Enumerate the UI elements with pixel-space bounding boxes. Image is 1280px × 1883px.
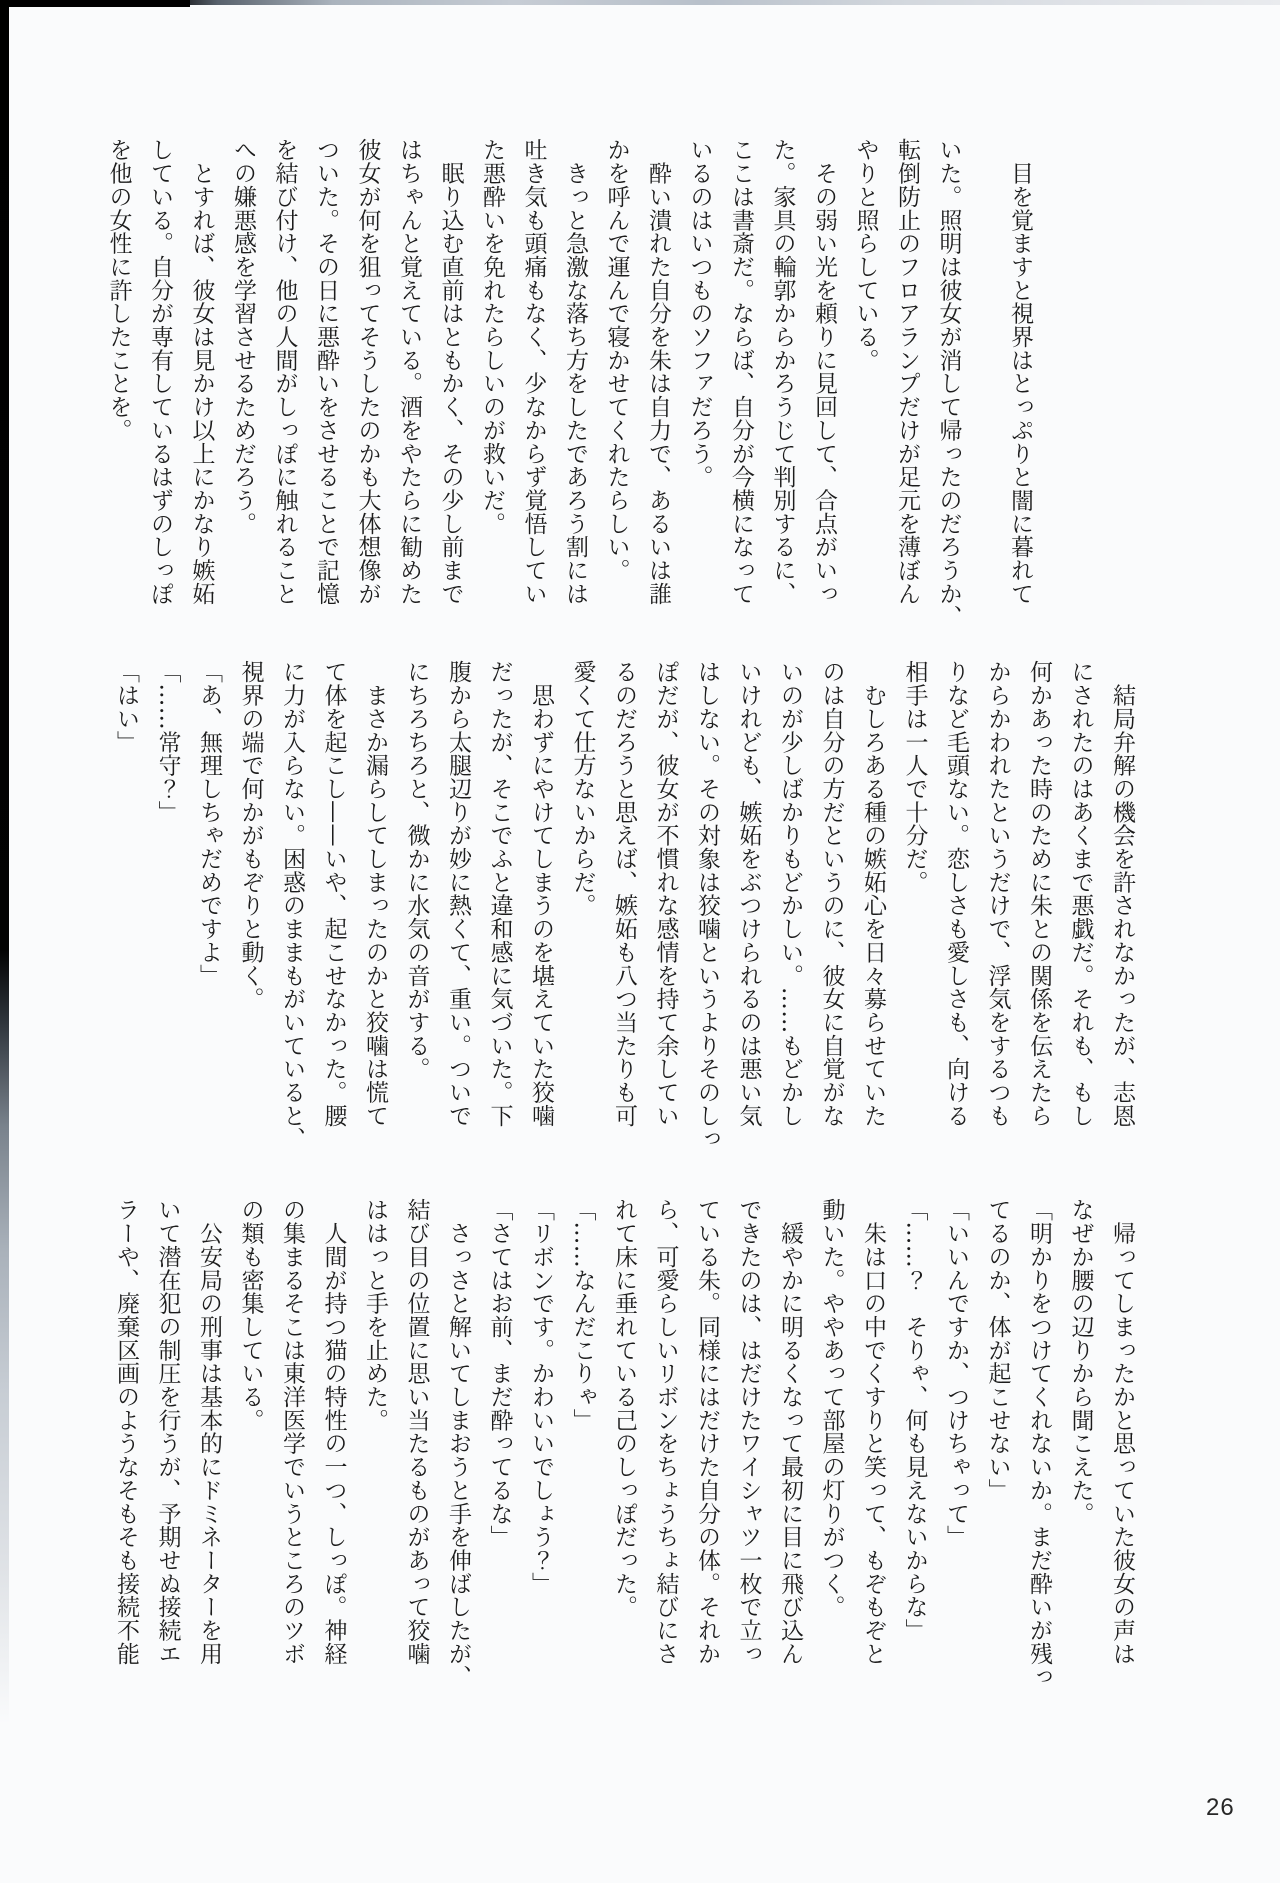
text-column: 酔い潰れた自分を朱は自力で、あるいは誰 [645, 138, 671, 605]
text-column: りなど毛頭ない。恋しさも愛しさも、向ける [943, 660, 969, 1127]
text-band-bottom [105, 1198, 1143, 1688]
text-column: れて床に垂れている己のしっぽだった。 [611, 1198, 637, 1619]
text-column: るのだろうと思えば、嫉妬も八つ当たりも可 [611, 660, 637, 1127]
text-column: 思わずにやけてしまうのを堪えていた狡噛 [528, 660, 554, 1127]
text-column: まさか漏らしてしまったのかと狡噛は慌て [362, 660, 388, 1127]
text-column: かを呼んで運んで寝かせてくれたらしい。 [603, 138, 630, 582]
text-column: 視界の端で何かがもぞりと動く。 [237, 660, 264, 1011]
text-column: 何かあった時のために朱との関係を伝えたら [1026, 660, 1052, 1127]
text-column: 「明かりをつけてくれないか。まだ酔いが残っ [1026, 1198, 1052, 1689]
text-column: 「いいんですか、つけちゃって」 [943, 1198, 969, 1549]
text-column: ぽだが、彼女が不慣れな感情を持て余してい [652, 660, 679, 1127]
text-column: いのが少しばかりもどかしい。……もどかし [777, 660, 803, 1127]
text-column: 結び目の位置に思い当たるものがあって狡噛 [403, 1198, 430, 1665]
text-column: 「……？ そりゃ、何も見えないからな」 [901, 1198, 928, 1642]
text-column: 目を覚ますと視界はとっぷりと闇に暮れて [1007, 138, 1033, 605]
text-column: を結び付け、他の人間がしっぽに触れること [271, 138, 298, 605]
text-column: 帰ってしまったかと思っていた彼女の声は [1109, 1198, 1135, 1665]
text-column: 動いた。ややあって部屋の灯りがつく。 [818, 1198, 845, 1619]
text-column: だったが、そこでふと違和感に気づいた。下 [486, 660, 513, 1127]
text-column: はしない。その対象は狡噛というよりそのしっ [694, 660, 720, 1151]
text-band-middle [105, 660, 1143, 1150]
text-column: 人間が持つ猫の特性の一つ、しっぽ。神経 [320, 1198, 347, 1665]
text-column: できたのは、はだけたワイシャツ一枚で立っ [735, 1198, 762, 1665]
text-column: その弱い光を頼りに見回して、合点がいっ [811, 138, 837, 605]
text-column: への嫌悪感を学習させるためだろう。 [230, 138, 256, 535]
text-column: 相手は一人で十分だ。 [901, 660, 928, 894]
text-column: 「……常守？」 [154, 660, 181, 824]
text-column: 「……なんだこりゃ」 [569, 1198, 596, 1432]
text-column: ははっと手を止めた。 [362, 1198, 388, 1432]
text-column: 緩やかに明るくなって最初に目に飛び込ん [777, 1198, 803, 1665]
text-column: 「あ、無理しちゃだめですよ」 [196, 660, 222, 987]
text-column: 吐き気も頭痛もなく、少なからず覚悟してい [520, 138, 547, 605]
text-column: ラーや、廃棄区画のようなそもそも接続不能 [113, 1198, 139, 1665]
text-column: 腹から太腿辺りが妙に熱くて、重い。ついで [445, 660, 471, 1127]
text-column: 転倒防止のフロアランプだけが足元を薄ぼん [894, 138, 920, 605]
text-column: はちゃんと覚えている。酒をやたらに勧めた [396, 138, 422, 605]
text-column: いて潜在犯の制圧を行うが、予期せぬ接続エ [154, 1198, 181, 1665]
text-column: なぜか腰の辺りから聞こえた。 [1067, 1198, 1094, 1525]
text-column: 彼女が何を狙ってそうしたのかも大体想像が [354, 138, 381, 605]
text-column: の集まるそこは東洋医学でいうところのツボ [279, 1198, 305, 1665]
text-column: きっと急激な落ち方をしたであろう割には [562, 138, 588, 605]
text-column: 愛くて仕方ないからだ。 [569, 660, 596, 917]
text-column: している。自分が専有しているはずのしっぽ [147, 138, 173, 605]
scan-edge-top-left-corner [0, 0, 190, 7]
text-band-top [97, 138, 1040, 628]
text-column: むしろある種の嫉妬心を日々募らせていた [860, 660, 886, 1127]
page-number: 26 [1206, 1794, 1235, 1821]
text-column: いた。照明は彼女が消して帰ったのだろうか、 [935, 138, 962, 629]
text-column: 結局弁解の機会を許されなかったが、志恩 [1109, 660, 1135, 1127]
text-column: を他の女性に許したことを。 [105, 138, 132, 442]
text-column: にされたのはあくまで悪戯だ。それも、もし [1067, 660, 1094, 1127]
text-column: てるのか、体が起こせない」 [984, 1198, 1011, 1502]
text-column: 朱は口の中でくすりと笑って、もぞもぞと [860, 1198, 886, 1665]
text-column: 眠り込む直前はともかく、その少し前まで [437, 138, 464, 605]
text-column: にちろちろと、微かに水気の音がする。 [403, 660, 430, 1081]
text-column: 「さてはお前、まだ酔ってるな」 [486, 1198, 513, 1549]
text-column: ている朱。同様にはだけた自分の体。それか [694, 1198, 720, 1665]
text-column: からかわれたというだけで、浮気をするつも [984, 660, 1011, 1127]
text-column: 「はい」 [113, 660, 139, 754]
text-column: いけれども、嫉妬をぶつけられるのは悪い気 [735, 660, 762, 1127]
text-column: た。家具の輪郭からかろうじて判別するに、 [769, 138, 796, 605]
scan-edge-left [0, 0, 9, 1760]
text-column: た悪酔いを免れたらしいのが救いだ。 [479, 138, 505, 535]
text-column: ら、可愛らしいリボンをちょうちょ結びにさ [652, 1198, 679, 1665]
text-column: に力が入らない。困惑のままもがいていると、 [279, 660, 305, 1151]
text-column: やりと照らしている。 [852, 138, 879, 372]
text-column: 公安局の刑事は基本的にドミネーターを用 [196, 1198, 222, 1665]
text-column: いるのはいつものソファだろう。 [686, 138, 713, 489]
text-column: ここは書斎だ。ならば、自分が今横になって [728, 138, 754, 605]
scan-edge-top [0, 0, 1280, 5]
text-column: ついた。その日に悪酔いをさせることで記憶 [313, 138, 339, 605]
text-column: とすれば、彼女は見かけ以上にかなり嫉妬 [188, 138, 215, 605]
text-column: 「リボンです。かわいいでしょう？」 [528, 1198, 554, 1595]
text-column: さっさと解いてしまおうと手を伸ばしたが、 [445, 1198, 471, 1689]
text-column: のは自分の方だというのに、彼女に自覚がな [818, 660, 845, 1127]
text-column: の類も密集している。 [237, 1198, 264, 1432]
text-column: て体を起こし——いや、起こせなかった。腰 [320, 660, 347, 1127]
